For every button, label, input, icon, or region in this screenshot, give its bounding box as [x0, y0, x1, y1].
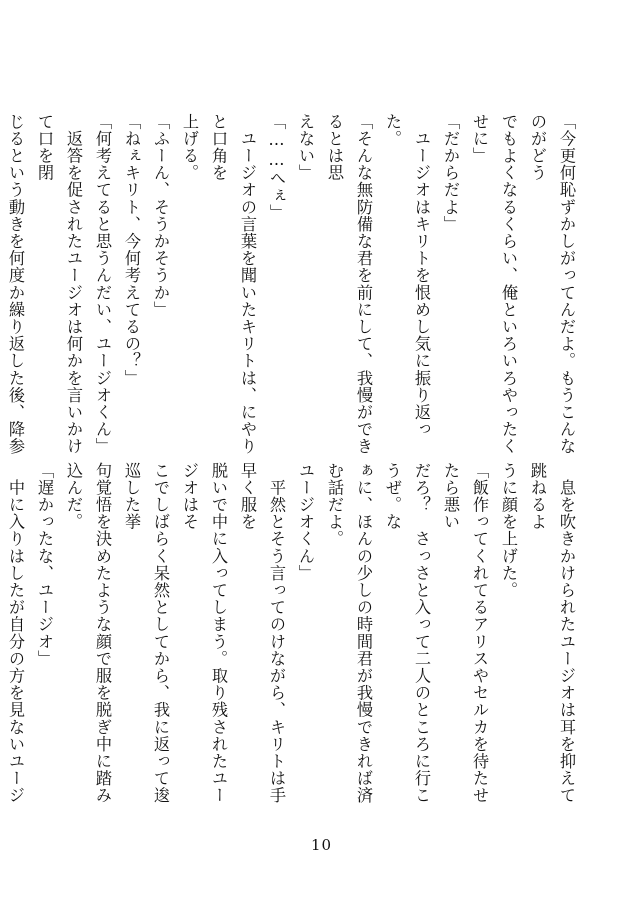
text-line: 「遅かったな、ユージオ」 [35, 462, 54, 668]
text-line: 返答を促されたユージオは何かを言いかけて口を閉 [35, 113, 83, 455]
text-line: 息を吹きかけられたユージオは耳を抑えて跳ねるよ [528, 462, 576, 804]
text-line: 「……へぇ」 [267, 113, 286, 222]
text-line: 上げる。 [180, 113, 199, 182]
text-line: じるという動きを何度か繰り返した後、降参 [6, 113, 25, 455]
text-line: でもよくなるくらい、俺といろいろやったくせに」 [470, 113, 518, 455]
text-line: 「飯作ってくれてるアリスやセルカを待たせたら悪い [441, 462, 489, 804]
text-line: 「ねぇキリト、今何考えてるの？」 [122, 113, 141, 387]
text-line: 「そんな無防備な君を前にして、我慢ができるとは思 [325, 113, 373, 455]
text-line: 「何考えてると思うんだい、ユージオくん」 [93, 113, 112, 455]
text-line: うに顔を上げた。 [499, 462, 518, 599]
text-line: ユージオくん」 [296, 462, 315, 582]
text-line: えない」 [296, 113, 315, 182]
text-line: 「だからだよ」 [441, 113, 460, 233]
text-line: ぁに、ほんの少しの時間君が我慢できれば済む話だよ。 [325, 462, 373, 804]
text-line: 脱いで中に入ってしまう。取り残されたユージオはそ [180, 462, 228, 804]
text-line: ユージオはキリトを恨めし気に振り返った。 [383, 113, 431, 438]
text-line: 平然とそう言ってのけながら、キリトは手早く服を [238, 462, 286, 804]
text-block-top [6, 113, 581, 463]
text-block-bottom [6, 462, 581, 810]
text-line: 「今更何恥ずかしがってんだよ。もうこんなのがどう [528, 113, 576, 455]
text-line: こでしばらく呆然としてから、我に返って逡巡した挙 [122, 462, 170, 804]
text-line: ユージオの言葉を聞いたキリトは、にやりと口角を [209, 113, 257, 455]
text-line: 中に入りはしたが自分の方を見ないユージ [6, 479, 25, 804]
text-line: 句覚悟を決めたような顔で服を脱ぎ中に踏み込んだ。 [64, 462, 112, 804]
text-line: 「ふーん、そうかそうか」 [151, 113, 170, 319]
page-number: 10 [310, 836, 333, 854]
text-line: だろ？ さっさと入って二人のところに行こうぜ。な [383, 462, 431, 804]
